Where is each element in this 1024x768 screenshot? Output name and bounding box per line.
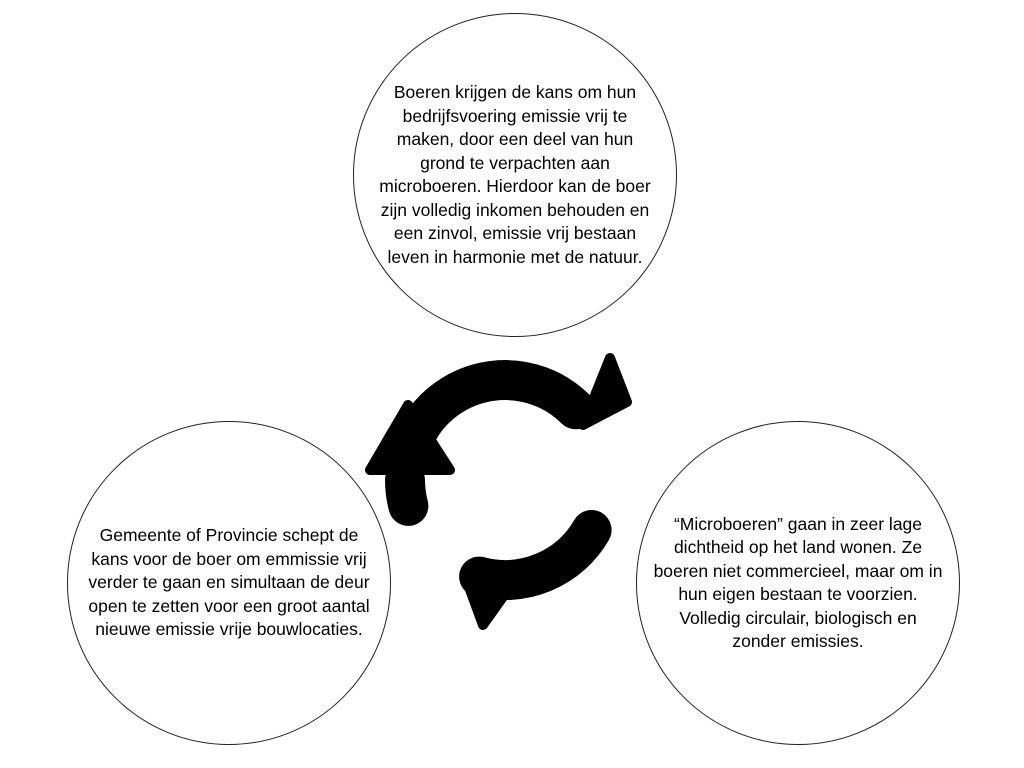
left-circle-text: Gemeente of Provincie schept de kans voor de boer om emmissie vrij verder te gaan en simultaan de deur open te zetten voor een groot aantal nieuwe emissie vrije bouwlocaties.	[88, 525, 370, 640]
recycle-arrows-icon	[355, 330, 655, 630]
cycle-arrowhead-top	[583, 358, 627, 425]
top-circle	[353, 13, 677, 337]
right-circle-text: “Microboeren” gaan in zeer lage dichtheid op het land wonen. Ze boeren niet commercieel, maar om in hun eigen bestaan te voorzien. Volledig circulair, biologisch en zonder emissies.	[653, 513, 943, 651]
right-circle	[636, 421, 960, 745]
cycle-arc-top	[419, 380, 576, 430]
top-circle-text: Boeren krijgen de kans om hun bedrijfsvoering emissie vrij te maken, door een deel van hun grond te verpachten aan microboeren. Hierdoor kan de boer zijn volledig inkomen behouden en een zinvol, emissie vrij bestaan leven in harmonie met de natuur.	[379, 82, 651, 267]
left-circle	[67, 421, 391, 745]
cycle-arc-left	[405, 480, 408, 506]
